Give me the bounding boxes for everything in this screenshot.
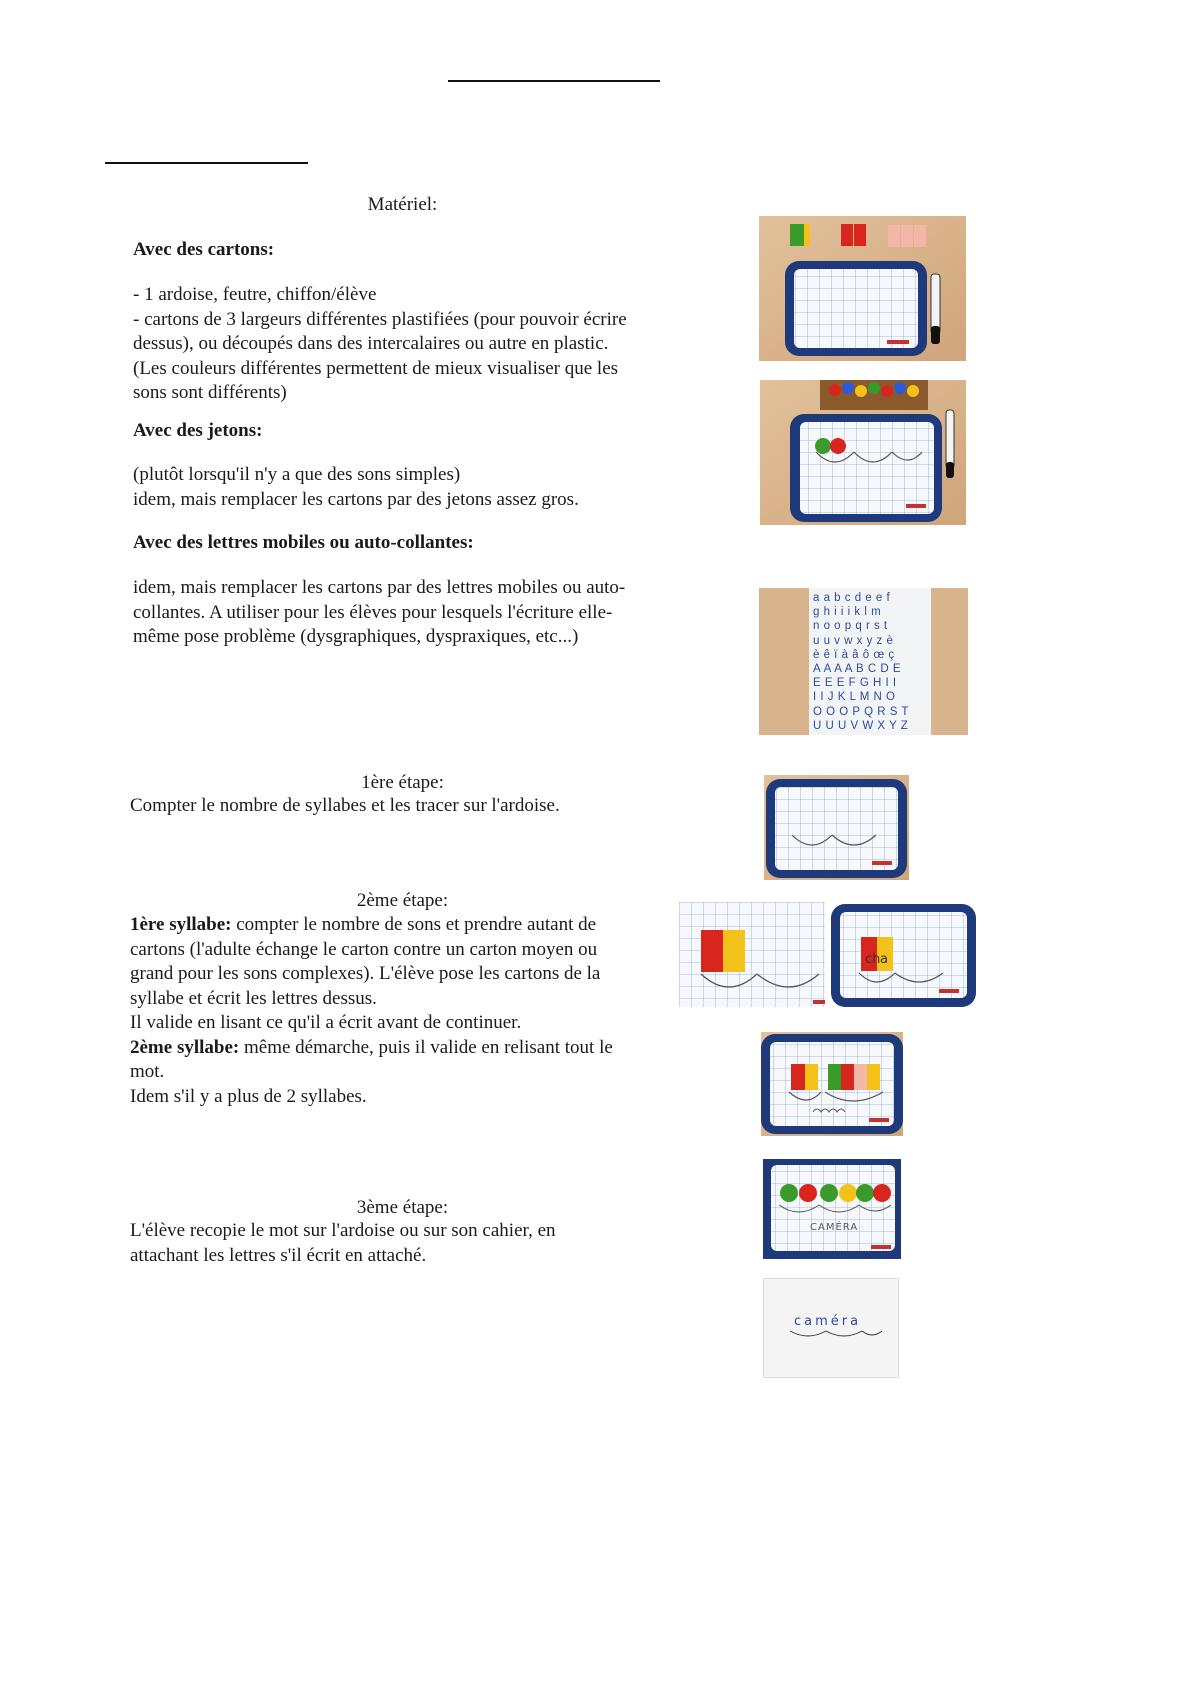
photo-syllabe-cartons-zoom xyxy=(679,902,825,1007)
photo-lettres-mobiles xyxy=(759,588,968,735)
letters-row: u u v w x y z è xyxy=(813,634,894,647)
carton-letter: a xyxy=(880,952,888,967)
cartons-heading: Avec des cartons: xyxy=(133,239,275,260)
etape2-text: 1ère syllabe: compter le nombre de sons et prendre autant de cartons (l'adulte échange le carton contre un carton moyen ou grand pour les sons complexes). L'élève pose les cartons de la syllabe et écrit les lettres dessus. Il valide en lisant ce qu'il a écrit avant de continuer. 2ème syllabe: même démarche, puis il valide en relisant tout le mot. Idem s'il y a plus de 2 syllabes. xyxy=(130,914,613,1107)
carton-letter: ch xyxy=(865,952,881,967)
letters-row: A A A A B C D E xyxy=(813,663,902,676)
photo-syllabe-cartons-ecrits xyxy=(831,903,976,1008)
photo-ardoise-cartons xyxy=(759,216,966,361)
etape1-title: 1ère étape: xyxy=(361,772,444,793)
subtitle-underline xyxy=(105,162,308,164)
title-underline xyxy=(448,80,660,82)
cartons-text: - 1 ardoise, feutre, chiffon/élève - cartons de 3 largeurs différentes plastifiées (pour pouvoir écrire dessus), ou découpés dans des intercalaires ou autre en plastic. (Les couleurs différentes permettent de mieux visualiser que les sons sont différents) xyxy=(133,284,627,403)
photo-ardoise-jetons xyxy=(760,380,966,525)
letters-row: a a b c d e e f xyxy=(813,592,891,604)
photo-ardoise-syllabes xyxy=(764,775,909,880)
letters-row: E E E F G H I I xyxy=(813,677,897,690)
letters-row: U U U V W X Y Z xyxy=(813,719,909,732)
mot-jetons-text: CAMÉRA xyxy=(810,1222,859,1233)
photo-mot-jetons xyxy=(763,1159,901,1259)
etape1-text: Compter le nombre de syllabes et les tracer sur l'ardoise. xyxy=(130,795,560,816)
photo-mot-cartons xyxy=(761,1032,903,1136)
letters-row: I I J K L M N O xyxy=(813,691,896,704)
jetons-heading: Avec des jetons: xyxy=(133,420,263,441)
etape3-title: 3ème étape: xyxy=(356,1197,449,1218)
lettres-heading: Avec des lettres mobiles ou auto-collantes: xyxy=(133,532,474,553)
photo-mot-cahier xyxy=(763,1278,899,1378)
etape3-text: L'élève recopie le mot sur l'ardoise ou sur son cahier, en attachant les lettres s'il écrit en attaché. xyxy=(130,1220,556,1266)
letters-row: n o o p q r s t xyxy=(813,620,888,633)
materiel-title: Matériel: xyxy=(367,194,438,215)
etape2-title: 2ème étape: xyxy=(356,890,449,911)
lettres-text: idem, mais remplacer les cartons par des lettres mobiles ou auto- collantes. A utiliser pour les élèves pour lesquels l'écriture elle- même pose problème (dysgraphiques, dyspraxiques, etc...) xyxy=(133,577,626,647)
letters-row: O O O P Q R S T xyxy=(813,705,909,718)
letters-row: è ê ï à â ô œ ç xyxy=(813,648,895,661)
mot-cahier-text: caméra xyxy=(794,1314,862,1329)
letters-row: g h i i i k l m xyxy=(813,606,882,619)
jetons-text: (plutôt lorsqu'il n'y a que des sons simples) idem, mais remplacer les cartons par des jetons assez gros. xyxy=(133,464,579,510)
